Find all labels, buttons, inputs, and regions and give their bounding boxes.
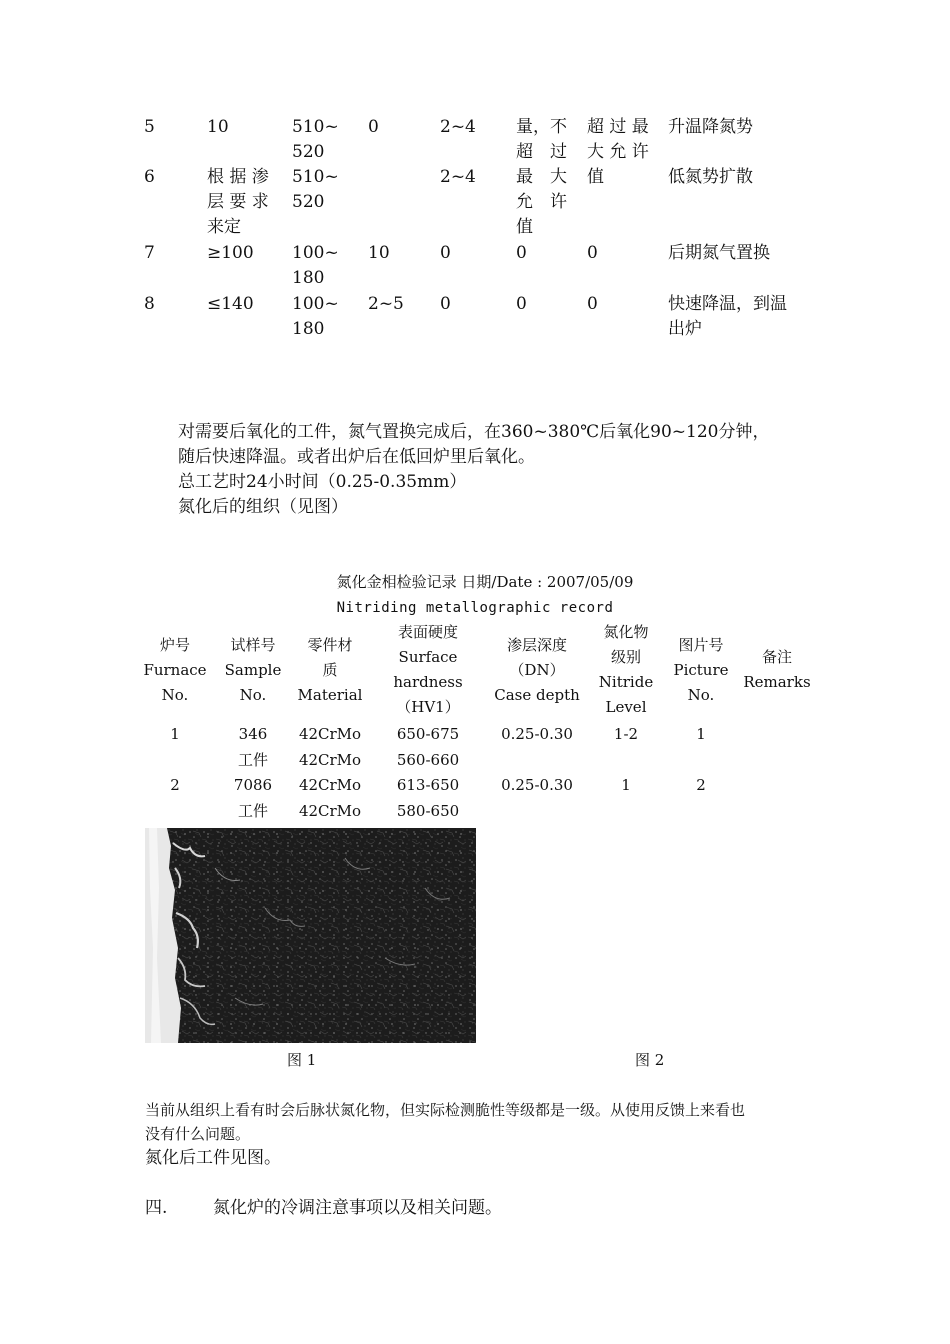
note-cell: 后期氮气置换 — [668, 243, 770, 263]
value-cell: 0 — [440, 294, 451, 314]
micrograph-texture-icon — [145, 828, 476, 1043]
value-cell: 0 — [440, 243, 451, 263]
cell-sample: 工件 — [237, 751, 268, 769]
cell-case-depth: 0.25-0.30 — [501, 776, 573, 794]
paragraph-line: 没有什么问题。 — [145, 1125, 251, 1143]
value-cell: 2~4 — [440, 117, 476, 137]
figure-1-caption: 图 1 — [287, 1051, 317, 1069]
cell-material: 42CrMo — [298, 725, 362, 743]
value-cell: 0 — [516, 294, 527, 314]
cell-hardness: 560-660 — [396, 751, 460, 769]
temp-cell: 510~ — [292, 117, 339, 137]
header-remarks: 备注 Remarks — [743, 648, 811, 691]
merged-cell: 量，不 — [516, 117, 567, 137]
cell-case-depth: 0.25-0.30 — [501, 725, 573, 743]
merged-cell: 超 过 最 — [587, 117, 649, 137]
paragraph-line: 当前从组织上看有时会后脉状氮化物，但实际检测脆性等级都是一级。从使用反馈上来看也 — [145, 1101, 746, 1119]
note-cell: 升温降氮势 — [668, 117, 753, 137]
header-picture: 图片号 Picture No. — [673, 636, 729, 704]
paragraph-line: 总工艺时24小时间（0.25-0.35mm） — [178, 472, 467, 492]
note-cell: 低氮势扩散 — [668, 167, 753, 187]
temp-cell: 180 — [292, 319, 325, 339]
temp-cell: 520 — [292, 142, 325, 162]
temp-cell: 520 — [292, 192, 325, 212]
value-cell: 2~5 — [368, 294, 404, 314]
paragraph-line: 氮化后的组织（见图） — [178, 497, 348, 517]
cell-picture: 1 — [696, 725, 706, 743]
cell-sample: 工件 — [237, 802, 268, 820]
time-cell: ≥100 — [207, 243, 254, 263]
row-number: 6 — [144, 167, 155, 187]
paragraph-line: 对需要后氧化的工件，氮气置换完成后，在360~380℃后氧化90~120分钟， — [178, 422, 770, 442]
time-cell: 根 据 渗 — [207, 167, 269, 187]
merged-cell: 值 — [587, 167, 604, 187]
cell-material: 42CrMo — [298, 776, 362, 794]
cell-material: 42CrMo — [298, 751, 362, 769]
section-title: 氮化炉的冷调注意事项以及相关问题。 — [213, 1198, 502, 1218]
header-material: 零件材 质 Material — [297, 636, 363, 704]
header-sample: 试样号 Sample No. — [224, 636, 282, 704]
time-cell: 来定 — [207, 217, 241, 237]
cell-sample: 346 — [238, 725, 268, 743]
cell-nitride-level: 1-2 — [613, 725, 639, 743]
value-cell: 0 — [368, 117, 379, 137]
value-cell: 0 — [587, 294, 598, 314]
merged-cell: 最 大 — [516, 167, 567, 187]
time-cell: 层 要 求 — [207, 192, 269, 212]
temp-cell: 100~ — [292, 243, 339, 263]
merged-cell: 值 — [516, 217, 533, 237]
header-case-depth: 渗层深度 （DN） Case depth — [494, 636, 580, 704]
merged-cell: 超 过 — [516, 142, 567, 162]
record-subtitle: Nitriding metallographic record — [336, 600, 614, 616]
value-cell: 2~4 — [440, 167, 476, 187]
row-number: 5 — [144, 117, 155, 137]
cell-hardness: 613-650 — [396, 776, 460, 794]
cell-material: 42CrMo — [298, 802, 362, 820]
row-number: 8 — [144, 294, 155, 314]
header-furnace: 炉号 Furnace No. — [143, 636, 207, 704]
value-cell: 0 — [516, 243, 527, 263]
value-cell: 10 — [368, 243, 390, 263]
temp-cell: 510~ — [292, 167, 339, 187]
note-cell: 快速降温，到温 — [668, 294, 787, 314]
paragraph-line: 氮化后工件见图。 — [145, 1148, 281, 1168]
header-nitride-level: 氮化物 级别 Nitride Level — [598, 623, 654, 716]
temp-cell: 100~ — [292, 294, 339, 314]
note-cell: 出炉 — [668, 319, 702, 339]
record-title: 氮化金相检验记录 日期/Date : 2007/05/09 — [336, 573, 634, 591]
time-cell: 10 — [207, 117, 229, 137]
cell-sample: 7086 — [233, 776, 273, 794]
merged-cell: 大 允 许 — [587, 142, 649, 162]
cell-furnace: 1 — [170, 725, 180, 743]
cell-furnace: 2 — [170, 776, 180, 794]
merged-cell: 允 许 — [516, 192, 567, 212]
section-number: 四. — [145, 1198, 168, 1218]
cell-nitride-level: 1 — [621, 776, 631, 794]
row-number: 7 — [144, 243, 155, 263]
figure-2-caption: 图 2 — [635, 1051, 665, 1069]
temp-cell: 180 — [292, 268, 325, 288]
cell-hardness: 580-650 — [396, 802, 460, 820]
micrograph-image — [145, 828, 476, 1043]
value-cell: 0 — [587, 243, 598, 263]
header-hardness: 表面硬度 Surface hardness （HV1） — [393, 623, 463, 716]
cell-hardness: 650-675 — [396, 725, 460, 743]
paragraph-line: 随后快速降温。或者出炉后在低回炉里后氧化。 — [178, 447, 535, 467]
cell-picture: 2 — [696, 776, 706, 794]
time-cell: ≤140 — [207, 294, 254, 314]
